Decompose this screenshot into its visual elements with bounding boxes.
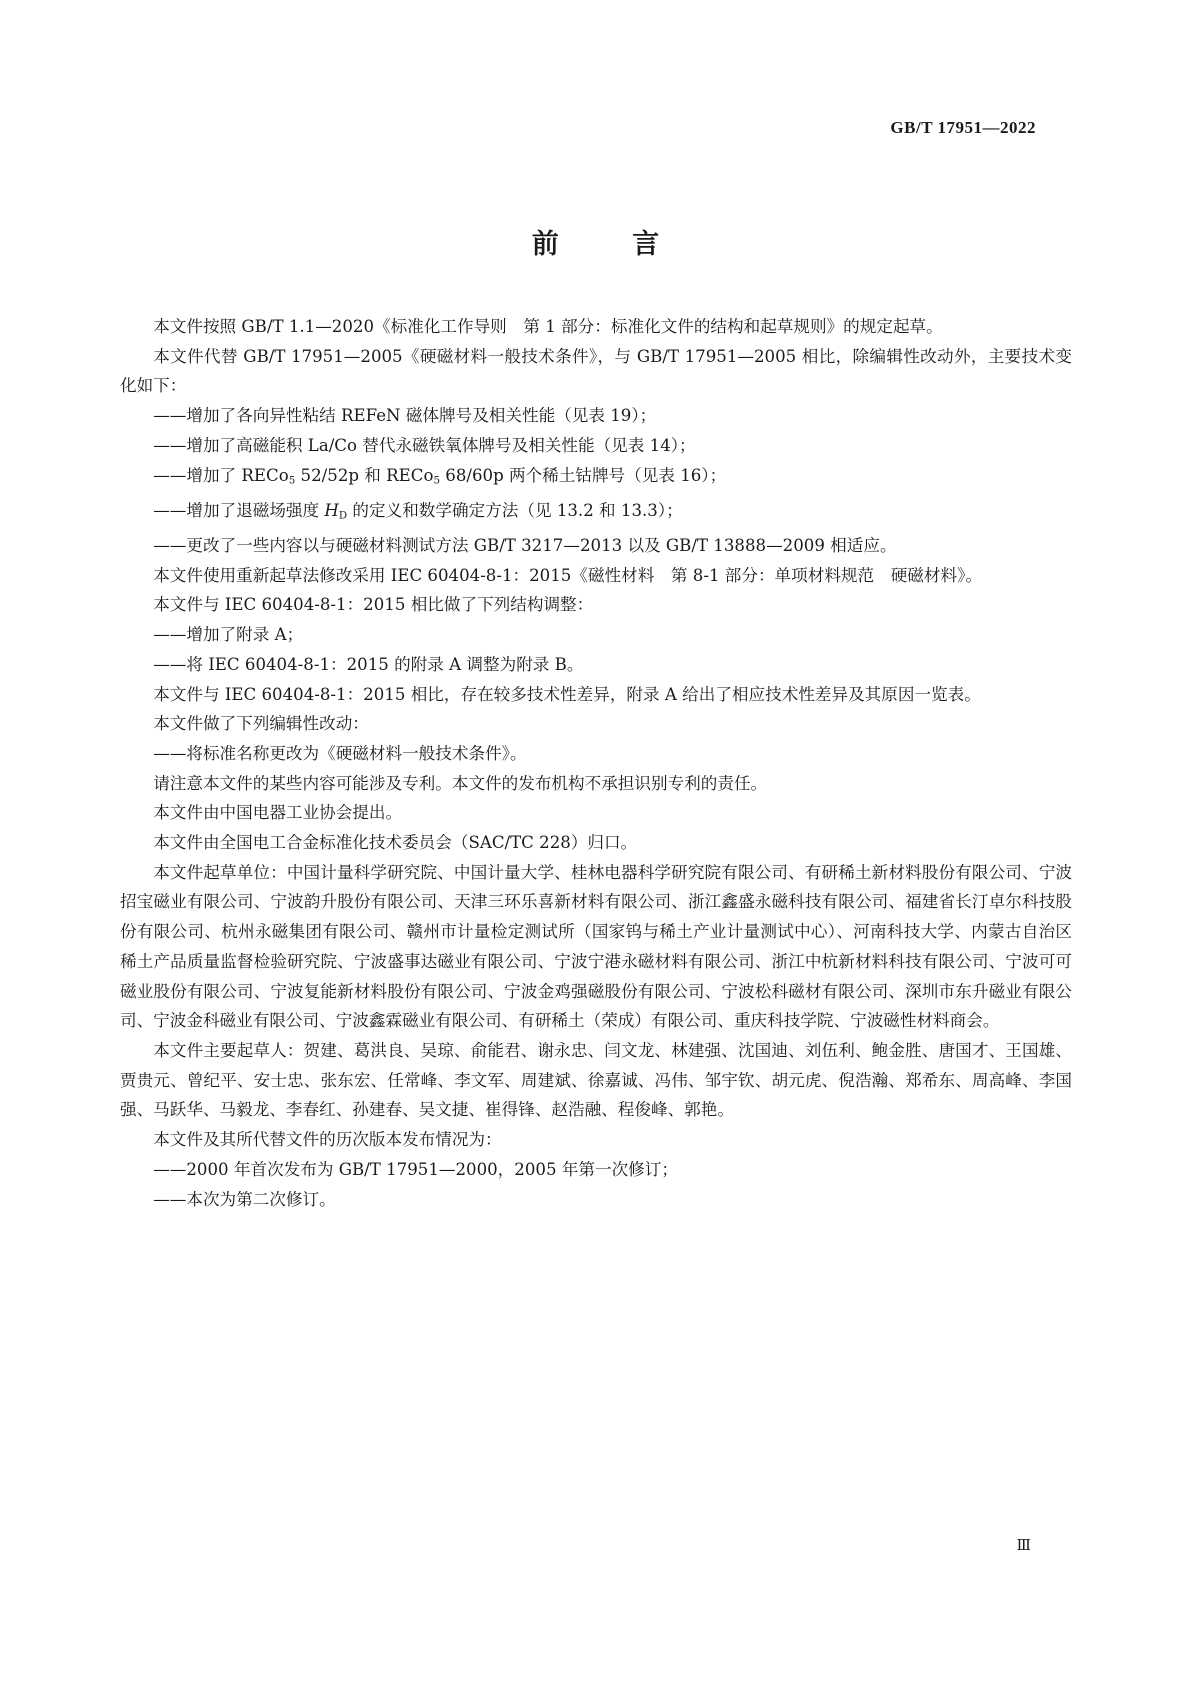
paragraph: 本文件做了下列编辑性改动： [153,714,369,734]
page-title: 前 言 [531,229,692,260]
subscript: D [338,509,348,522]
subscript: 5 [288,474,296,487]
text-segment: 的定义和数学确定方法（见 13.2 和 13.3）； [347,500,683,520]
paragraph: 本文件按照 GB/T 1.1—2020《标准化工作导则 第 1 部分：标准化文件的结构和起草规则》的规定起草。 [153,317,943,336]
subscript: 5 [433,474,440,487]
list-item: ——本次为第二次修订。 [153,1189,336,1209]
list-item: ——2000 年首次发布为 GB/T 17951—2000，2005 年第一次修订； [153,1159,678,1179]
list-item: ——增加了各向异性粘结 REFeN 磁体牌号及相关性能（见表 19）； [153,406,657,426]
text-segment: ——增加了退磁场强度 [153,500,325,520]
text-segment: 68/60p 两个稀土钴牌号（见表 16）； [439,465,727,485]
foreword-body [120,312,1072,1214]
paragraph: 本文件由全国电工合金标准化技术委员会（SAC/TC 228）归口。 [153,833,638,853]
list-item: ——将 IEC 60404-8-1：2015 的附录 A 调整为附录 B。 [153,654,584,674]
symbol: H [324,500,339,520]
text-segment: ——增加了 RECo [153,465,289,485]
page-number: Ⅲ [1016,1536,1031,1554]
text-segment: 52/52p 和 RECo [295,465,434,485]
paragraph: 本文件使用重新起草法修改采用 IEC 60404-8-1：2015《磁性材料 第 8-1 部分：单项材料规范 硬磁材料》。 [153,565,982,585]
paragraph: 本文件主要起草人：贺建、葛洪良、吴琼、俞能君、谢永忠、闫文龙、林建强、沈国迪、刘伍利、鲍金胜、唐国才、王国雄、贾贵元、曾纪平、安士忠、张东宏、任常峰、李文军、周建斌、徐嘉诚、冯伟、邹宇钦、胡元虎、倪浩瀚、郑希东、周高峰、李国强、马跃华、马毅龙、李春红、孙建春、吴文捷、崔得锋、赵浩融、程俊峰、郭艳。 [120,1041,1072,1120]
paragraph: 本文件起草单位：中国计量科学研究院、中国计量大学、桂林电器科学研究院有限公司、有研稀土新材料股份有限公司、宁波招宝磁业有限公司、宁波韵升股份有限公司、天津三环乐喜新材料有限公司、浙江鑫盛永磁科技有限公司、福建省长汀卓尔科技股份有限公司、杭州永磁集团有限公司、赣州市计量检定测试所（国家钨与稀土产业计量测试中心）、河南科技大学、内蒙古自治区稀土产品质量监督检验研究院、宁波盛事达磁业有限公司、宁波宁港永磁材料有限公司、浙江中杭新材料科技有限公司、宁波可可磁业股份有限公司、宁波复能新材料股份有限公司、宁波金鸡强磁股份有限公司、宁波松科磁材有限公司、深圳市东升磁业有限公司、宁波金科磁业有限公司、宁波鑫霖磁业有限公司、有研稀土（荣成）有限公司、重庆科技学院、宁波磁性材料商会。 [120,862,1072,1031]
paragraph: 本文件由中国电器工业协会提出。 [153,803,403,823]
document-code: GB/T 17951—2022 [890,118,1036,137]
list-item [120,496,1072,531]
paragraph: 本文件与 IEC 60404-8-1：2015 相比做了下列结构调整： [153,595,594,615]
paragraph: 本文件与 IEC 60404-8-1：2015 相比，存在较多技术性差异，附录 A 给出了相应技术性差异及其原因一览表。 [153,684,981,704]
list-item: ——增加了高磁能积 La/Co 替代永磁铁氧体牌号及相关性能（见表 14）； [153,435,696,455]
paragraph: 请注意本文件的某些内容可能涉及专利。本文件的发布机构不承担识别专利的责任。 [153,773,768,793]
paragraph: 本文件代替 GB/T 17951—2005《硬磁材料一般技术条件》，与 GB/T 17951—2005 相比，除编辑性改动外，主要技术变化如下： [120,346,1072,396]
list-item: ——增加了附录 A； [153,625,304,645]
list-item: ——将标准名称更改为《硬磁材料一般技术条件》。 [153,743,527,763]
paragraph: 本文件及其所代替文件的历次版本发布情况为： [153,1130,502,1150]
list-item [120,461,1072,496]
list-item: ——更改了一些内容以与硬磁材料测试方法 GB/T 3217—2013 以及 GB/T 13888—2009 相适应。 [153,536,897,556]
